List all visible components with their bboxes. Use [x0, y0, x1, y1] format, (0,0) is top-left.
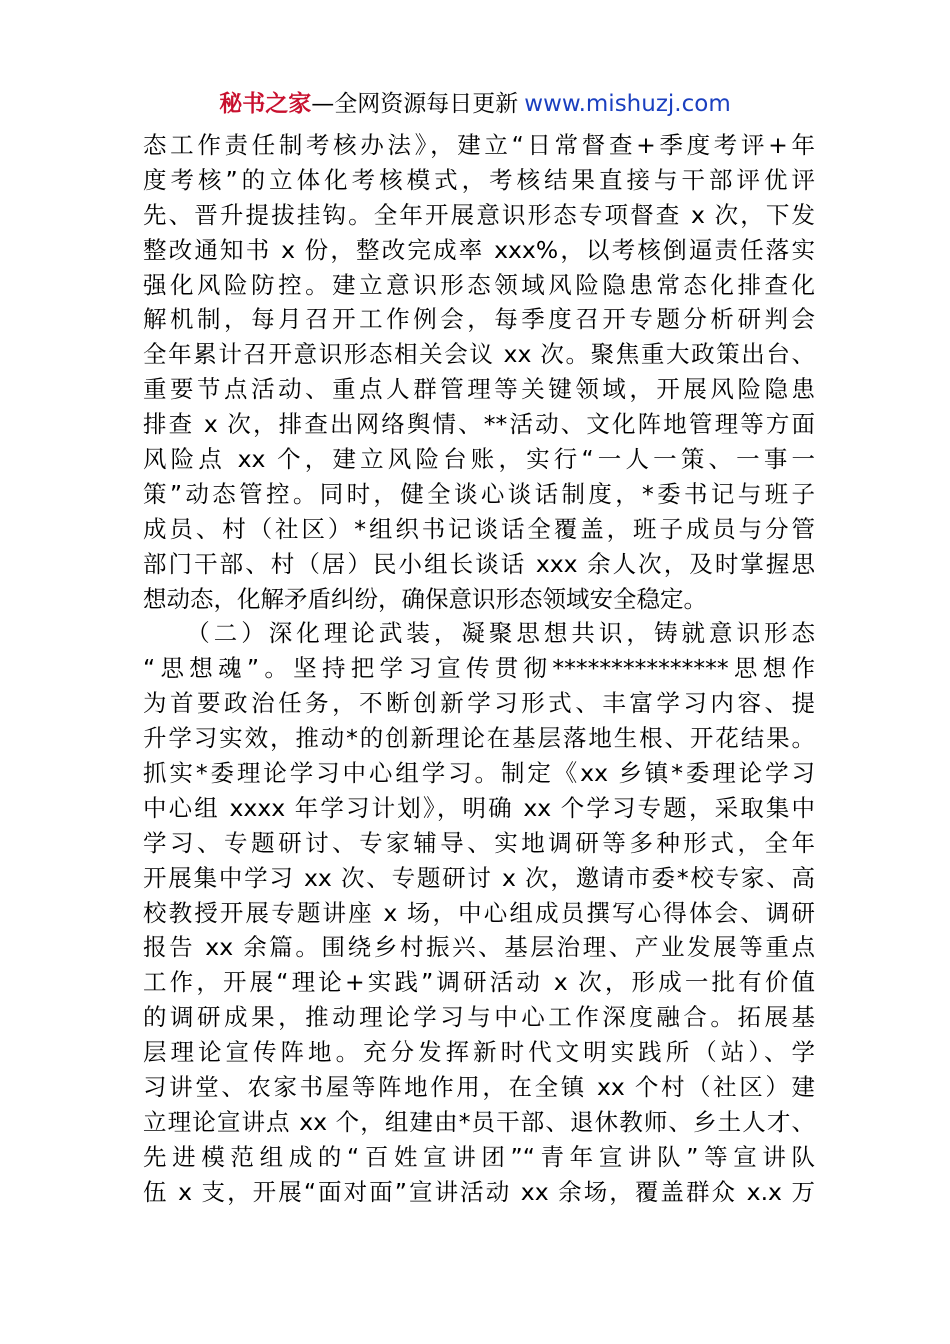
body-line: 抓实*委理论学习中心组学习。制定《xx 乡镇*委理论学习	[143, 759, 815, 788]
body-line: 全年累计召开意识形态相关会议 xx 次。聚焦重大政策出台、	[143, 340, 815, 369]
body-line: 排查 x 次，排查出网络舆情、**活动、文化阵地管理等方面	[143, 410, 815, 439]
site-tagline: —全网资源每日更新	[311, 91, 519, 117]
body-line: 度考核”的立体化考核模式，考核结果直接与干部评优评	[143, 165, 815, 194]
body-line: 开展集中学习 xx 次、专题研讨 x 次，邀请市委*校专家、高	[143, 863, 815, 892]
body-line: 报告 xx 余篇。围绕乡村振兴、基层治理、产业发展等重点	[143, 933, 815, 962]
body-line: 风险点 xx 个，建立风险台账，实行“一人一策、一事一	[143, 445, 815, 474]
body-line: 中心组 xxxx 年学习计划》，明确 xx 个学习专题，采取集中	[143, 793, 815, 822]
body-line: 先、晋升提拔挂钩。全年开展意识形态专项督查 x 次，下发	[143, 200, 815, 229]
site-header	[0, 88, 950, 120]
section-heading-line: （二）深化理论武装，凝聚思想共识，铸就意识形态	[143, 619, 815, 648]
body-line: 解机制，每月召开工作例会，每季度召开专题分析研判会	[143, 305, 815, 334]
body-line: 立理论宣讲点 xx 个，组建由*员干部、退休教师、乡土人才、	[143, 1107, 815, 1136]
body-line: 习讲堂、农家书屋等阵地作用，在全镇 xx 个村（社区）建	[143, 1073, 815, 1102]
body-line: 学习、专题研讨、专家辅导、实地调研等多种形式，全年	[143, 828, 815, 857]
body-line: 策”动态管控。同时，健全谈心谈话制度，*委书记与班子	[143, 479, 815, 508]
site-brand: 秘书之家	[219, 91, 312, 117]
body-line: 强化风险防控。建立意识形态领域风险隐患常态化排查化	[143, 270, 815, 299]
body-line: 升学习实效，推动*的创新理论在基层落地生根、开花结果。	[143, 724, 815, 753]
body-line: 校教授开展专题讲座 x 场，中心组成员撰写心得体会、调研	[143, 898, 815, 927]
body-line: 的调研成果，推动理论学习与中心工作深度融合。拓展基	[143, 1003, 815, 1032]
body-line: 成员、村（社区）*组织书记谈话全覆盖，班子成员与分管	[143, 514, 815, 543]
body-line: 重要节点活动、重点人群管理等关键领域，开展风险隐患	[143, 375, 815, 404]
body-line: “思想魂”。坚持把学习宣传贯彻***************思想作	[143, 654, 815, 683]
body-line: 态工作责任制考核办法》，建立“日常督查+季度考评+年	[143, 131, 815, 159]
body-line: 为首要政治任务，不断创新学习形式、丰富学习内容、提	[143, 689, 815, 718]
body-line: 想动态，化解矛盾纠纷，确保意识形态领域安全稳定。	[143, 584, 707, 613]
body-line: 伍 x 支，开展“面对面”宣讲活动 xx 余场，覆盖群众 x.x 万	[143, 1177, 815, 1206]
document-body	[143, 128, 815, 1210]
site-url-link[interactable]: www.mishuzj.com	[524, 91, 731, 117]
body-line: 工作，开展“理论+实践”调研活动 x 次，形成一批有价值	[143, 968, 815, 997]
body-line: 层理论宣传阵地。充分发挥新时代文明实践所（站）、学	[143, 1038, 815, 1067]
body-line: 整改通知书 x 份，整改完成率 xxx%，以考核倒逼责任落实	[143, 235, 815, 264]
body-line: 部门干部、村（居）民小组长谈话 xxx 余人次，及时掌握思	[143, 549, 815, 578]
body-line: 先进模范组成的“百姓宣讲团”“青年宣讲队”等宣讲队	[143, 1142, 815, 1171]
